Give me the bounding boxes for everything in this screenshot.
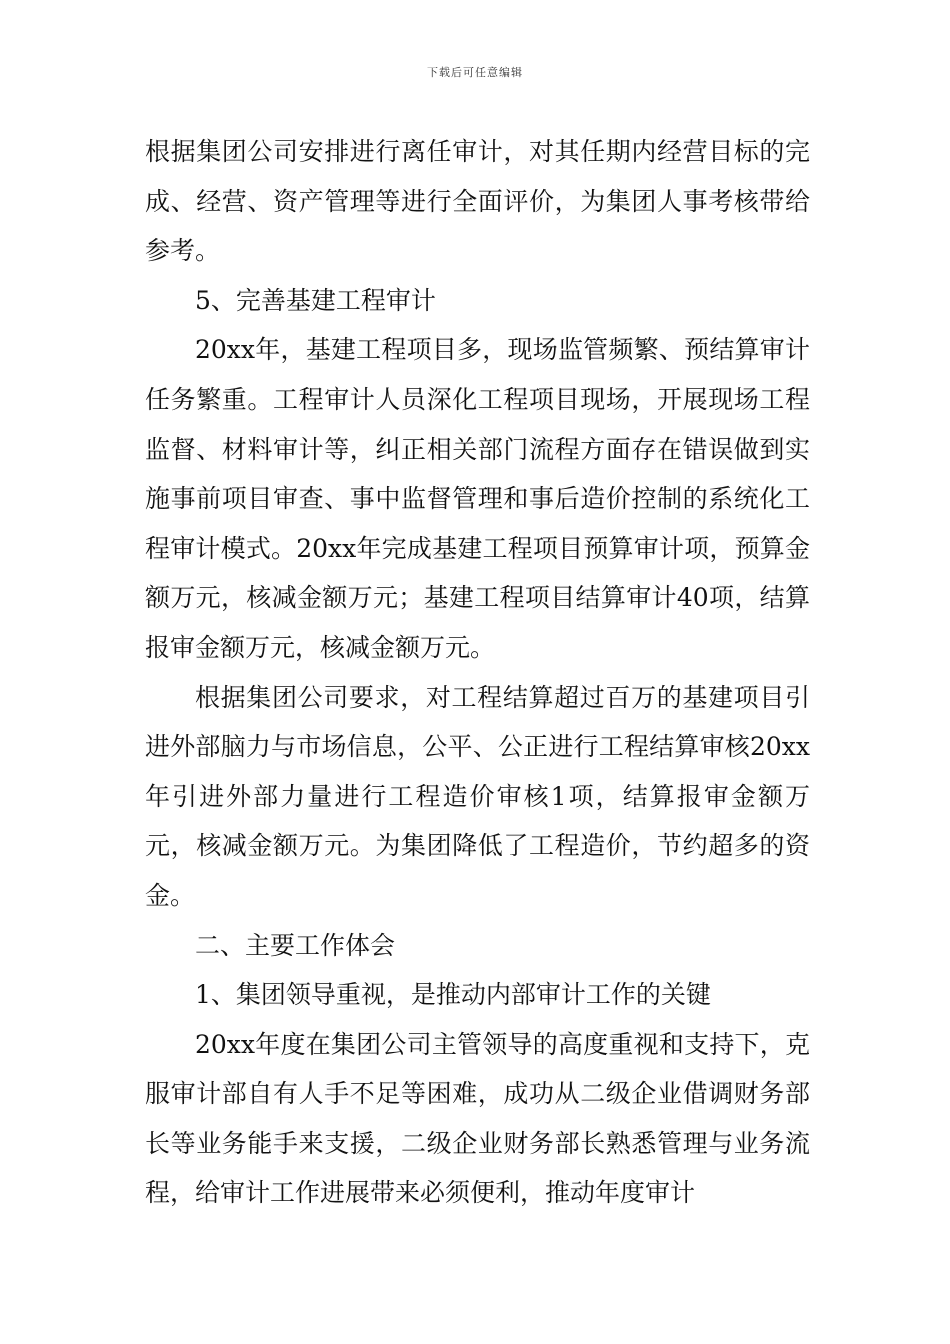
header-note: 下载后可任意编辑 [427, 66, 523, 79]
section-heading-2: 二、主要工作体会 [195, 930, 396, 960]
paragraph-3: 20xx年，基建工程项目多，现场监管频繁、预结算审计任务繁重。工程审计人员深化工程项目现场，开展现场工程监督、材料审计等，纠正相关部门流程方面存在错误做到实施事前项目审查、事中监督管理和事后造价控制的系统化工程审计模式。20xx年完成基建工程项目预算审计项，预算金额万元，核减金额万元；基建工程项目结算审计40项，结算报审金额万元，核减金额万元。 [145, 335, 810, 662]
document-body [145, 127, 810, 1218]
subsection-heading-1: 1、集团领导重视，是推动内部审计工作的关键 [195, 980, 711, 1010]
paragraph-1: 根据集团公司安排进行离任审计，对其任期内经营目标的完成、经营、资产管理等进行全面评价，为集团人事考核带给参考。 [145, 137, 810, 266]
paragraph-4: 根据集团公司要求，对工程结算超过百万的基建项目引进外部脑力与市场信息，公平、公正进行工程结算审核20xx年引进外部力量进行工程造价审核1项，结算报审金额万元，核减金额万元。为集团降低了工程造价，节约超多的资金。 [145, 682, 810, 910]
paragraph-7: 20xx年度在集团公司主管领导的高度重视和支持下，克服审计部自有人手不足等困难，成功从二级企业借调财务部长等业务能手来支援，二级企业财务部长熟悉管理与业务流程，给审计工作进展带来必须便利，推动年度审计 [145, 1029, 810, 1208]
section-heading-5: 5、完善基建工程审计 [195, 285, 436, 315]
